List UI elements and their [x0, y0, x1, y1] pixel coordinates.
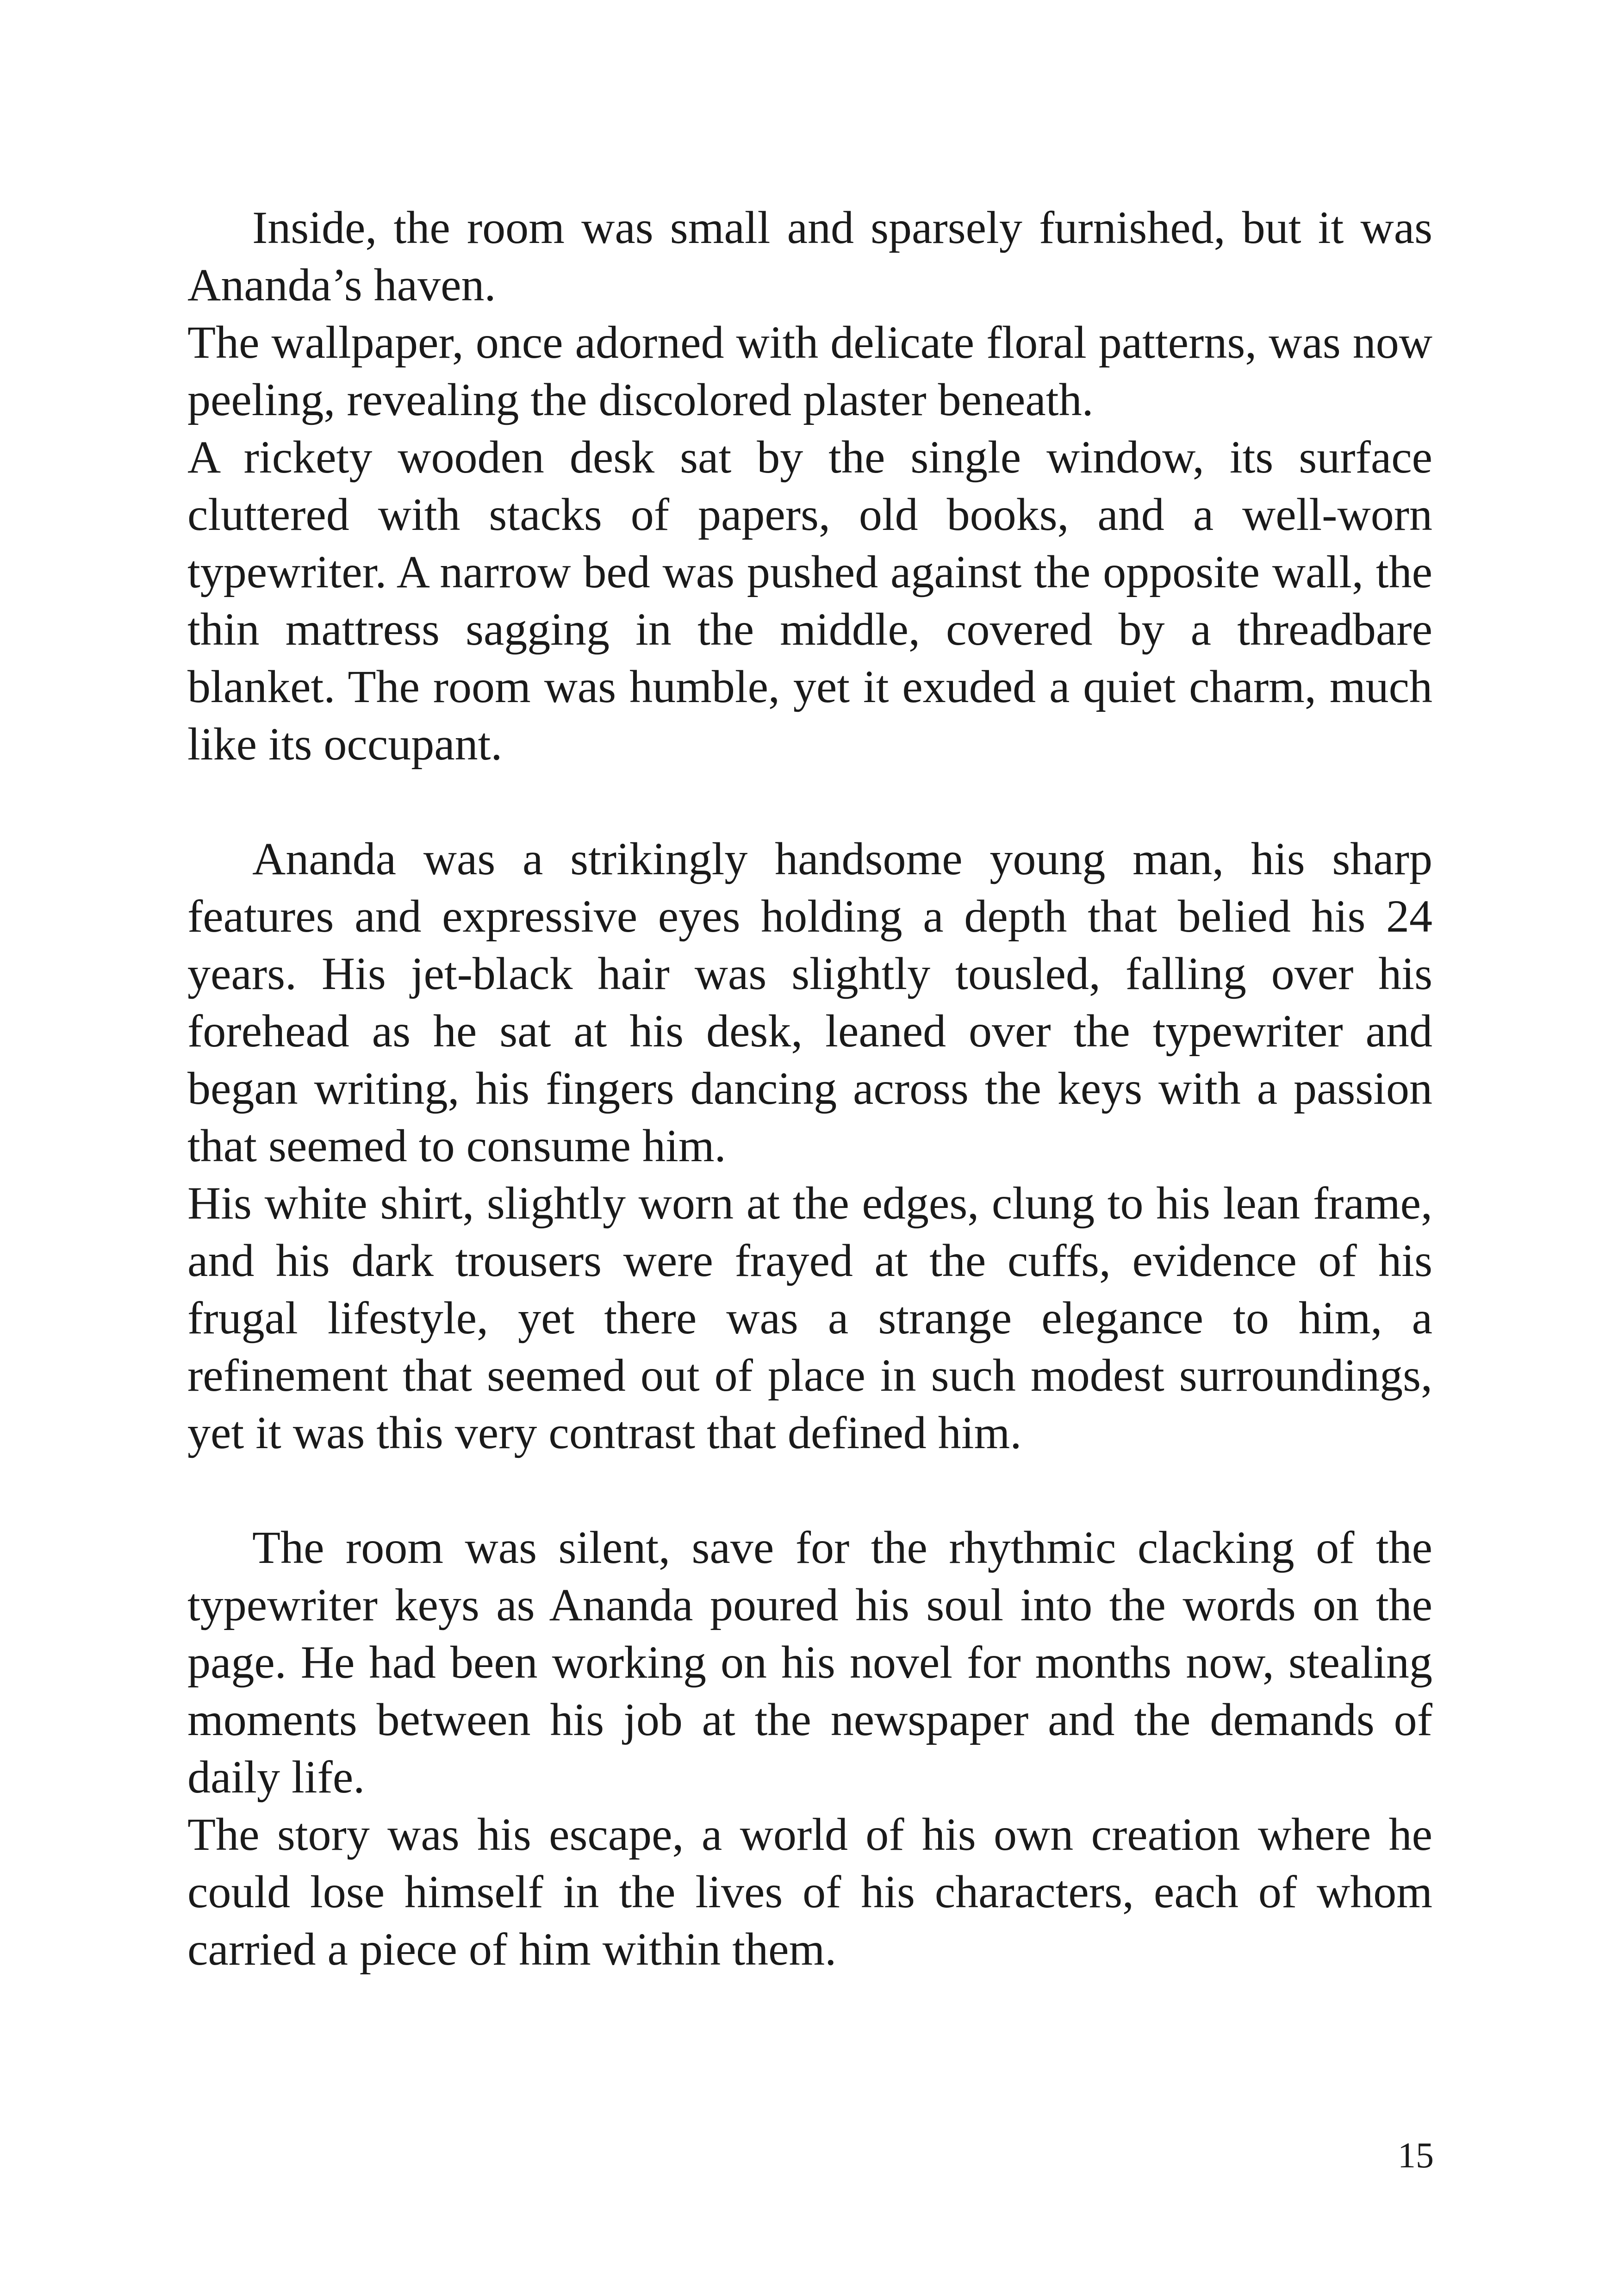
- paragraph-ananda-clothing: His white shirt, slightly worn at the edges, clung to his lean frame, and his dark trousers were frayed at the cuffs, evidence of his frugal lifestyle, yet there was a strange elegance to him, a refinement that seemed out of place in such modest surroundings, yet it was this very contrast that defined him.: [187, 1177, 1432, 1458]
- paragraph-room-intro: Inside, the room was small and sparsely furnished, but it was Ananda’s haven.: [187, 202, 1432, 311]
- page-number: 15: [1398, 2135, 1434, 2175]
- paragraph-ananda-appearance: Ananda was a strikingly handsome young man, his sharp features and expressive eyes holding a depth that belied his 24 years. His jet-black hair was slightly tousled, falling over his forehead as he sat at his desk, leaned over the typewriter and began writing, his fingers dancing across the keys with a passion that seemed to consume him.: [187, 833, 1432, 1171]
- body-text: [187, 199, 1432, 1978]
- paragraph-story-escape: The story was his escape, a world of his own creation where he could lose himself in the lives of his characters, each of whom carried a piece of him within them.: [187, 1809, 1432, 1975]
- paragraph-typewriter-work: The room was silent, save for the rhythmic clacking of the typewriter keys as Ananda poured his soul into the words on the page. He had been working on his novel for months now, stealing moments between his job at the newspaper and the demands of daily life.: [187, 1522, 1432, 1803]
- paragraph-wallpaper: The wallpaper, once adorned with delicate floral patterns, was now peeling, revealing the discolored plaster beneath.: [187, 317, 1432, 425]
- paragraph-desk-and-bed: A rickety wooden desk sat by the single window, its surface cluttered with stacks of papers, old books, and a well-worn typewriter. A narrow bed was pushed against the opposite wall, the thin mattress sagging in the middle, covered by a threadbare blanket. The room was humble, yet it exuded a quiet charm, much like its occupant.: [187, 431, 1432, 770]
